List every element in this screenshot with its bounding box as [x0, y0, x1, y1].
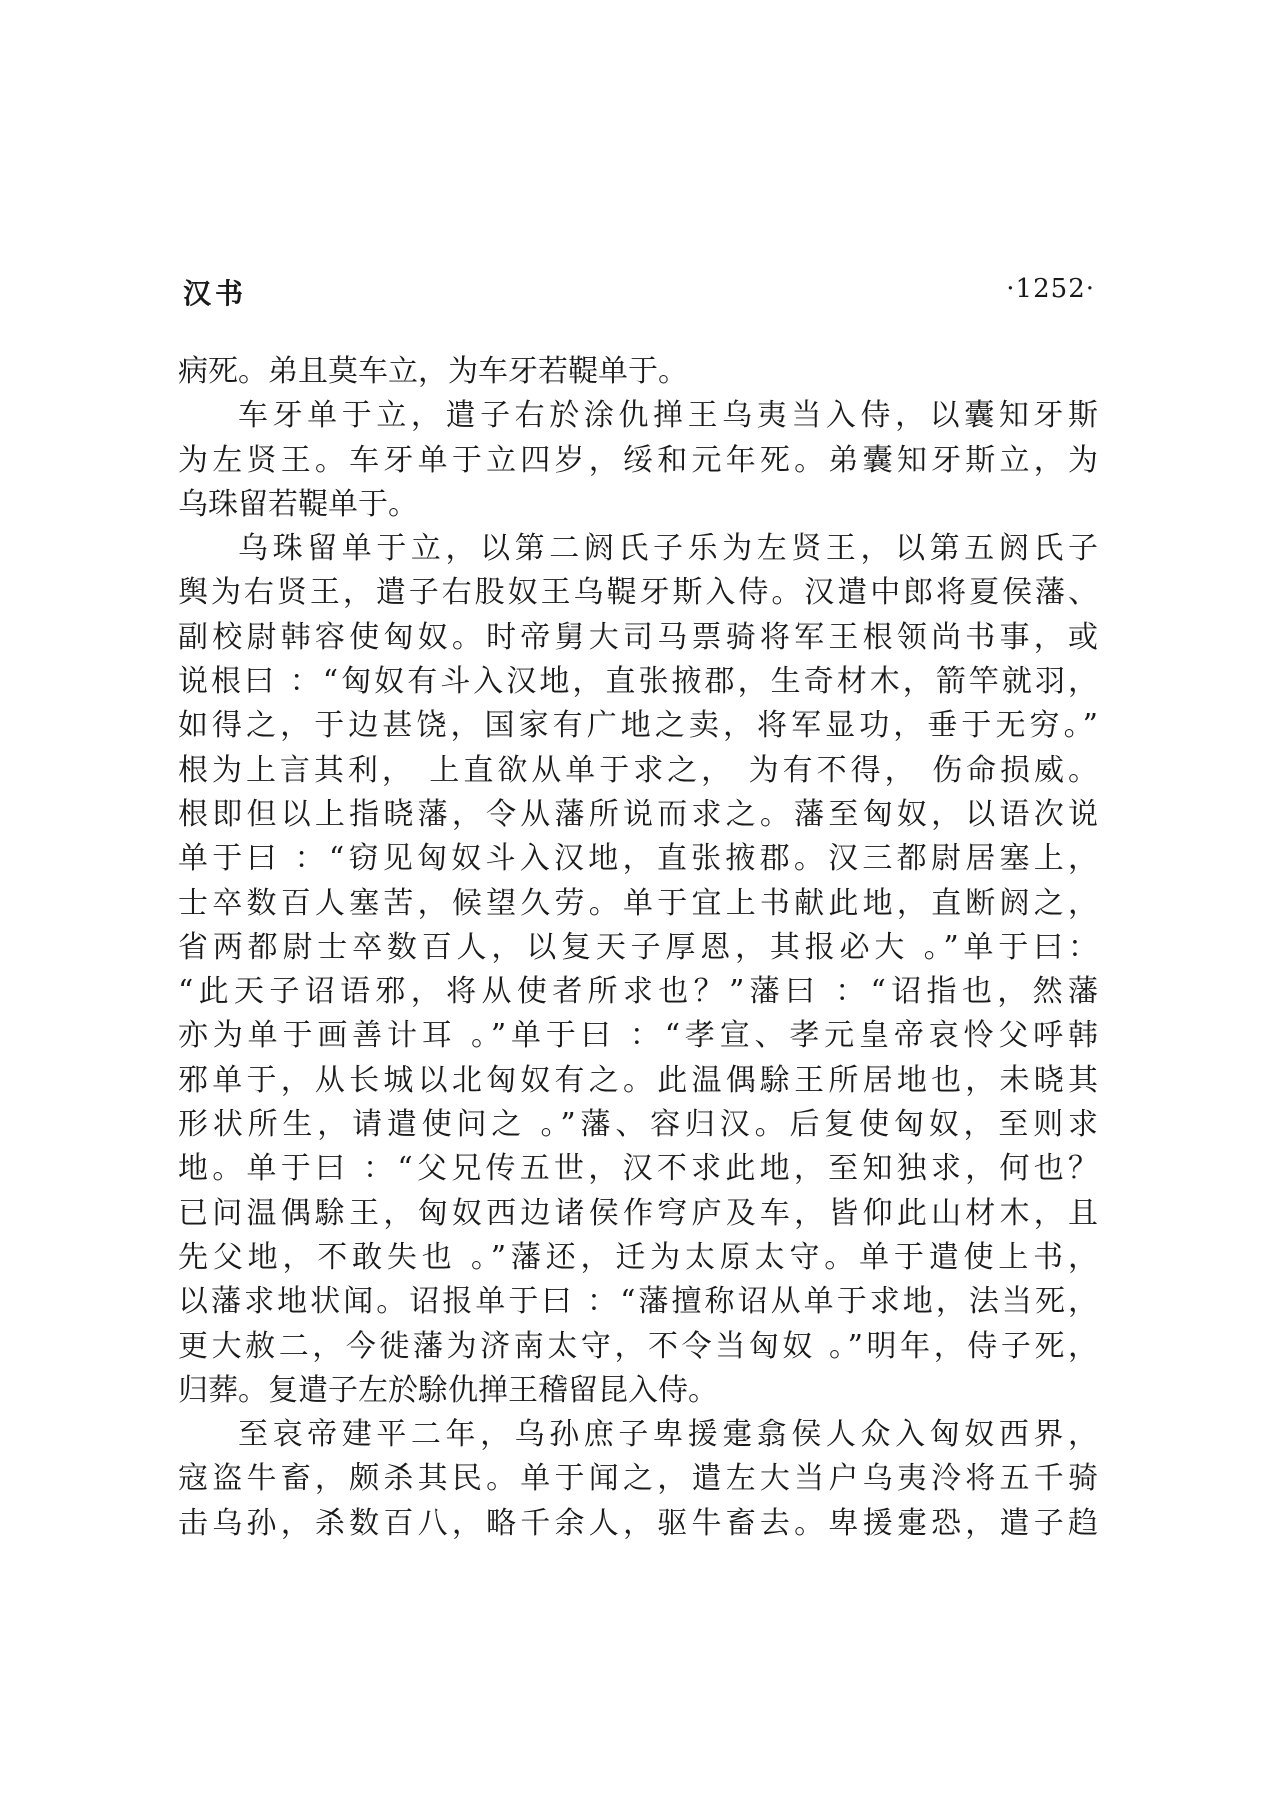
text-line: 为左贤王。车牙单于立四岁，绥和元年死。弟囊知牙斯立，为	[178, 442, 1098, 478]
text-line: 以藩求地状闻。诏报单于曰 ：“藩擅称诏从单于求地，法当死，	[178, 1284, 1098, 1320]
text-line: 省两都尉士卒数百人，以复天子厚恩，其报必大 。”单于曰：	[178, 929, 1098, 965]
text-line: 副校尉韩容使匈奴。时帝舅大司马票骑将军王根领尚书事，或	[178, 619, 1098, 655]
text-line: 寇盗牛畜，颇杀其民。单于闻之，遣左大当户乌夷泠将五千骑	[178, 1461, 1098, 1497]
page-number: ·1252·	[1006, 274, 1095, 304]
text-line: 说根曰 ：“匈奴有斗入汉地，直张掖郡，生奇材木，箭竿就羽，	[178, 664, 1098, 700]
text-line: 士卒数百人塞苦，候望久劳。单于宜上书献此地，直断阏之，	[178, 885, 1098, 921]
text-line: 根即但以上指晓藩，令从藩所说而求之。藩至匈奴，以语次说	[178, 796, 1098, 832]
text-line: 车牙单于立，遣子右於涂仇掸王乌夷当入侍，以囊知牙斯	[238, 398, 1098, 434]
text-line: 病死。弟且莫车立，为车牙若鞮单于。	[178, 354, 688, 389]
text-line: “此天子诏语邪，将从使者所求也？”藩曰 ：“诏指也，然藩	[178, 974, 1098, 1010]
text-line: 击乌孙，杀数百八，略千余人，驱牛畜去。卑援疐恐，遣子趋	[178, 1505, 1098, 1541]
text-line: 乌珠留若鞮单于。	[178, 486, 418, 522]
text-line: 舆为右贤王，遣子右股奴王乌鞮牙斯入侍。汉遣中郎将夏侯藩、	[178, 575, 1098, 611]
text-line: 更大赦二，今徙藩为济南太守，不令当匈奴 。”明年，侍子死，	[178, 1328, 1098, 1364]
text-line: 乌珠留单于立，以第二阏氏子乐为左贤王，以第五阏氏子	[238, 531, 1098, 567]
text-line: 单于曰 ：“窃见匈奴斗入汉地，直张掖郡。汉三都尉居塞上，	[178, 841, 1098, 877]
text-line: 已问温偶駼王，匈奴西边诸侯作穹庐及车，皆仰此山材木，且	[178, 1195, 1098, 1231]
book-title: 汉书	[183, 277, 248, 310]
text-line: 邪单于，从长城以北匈奴有之。此温偶駼王所居地也，未晓其	[178, 1062, 1098, 1098]
text-line: 至哀帝建平二年，乌孙庶子卑援疐翕侯人众入匈奴西界，	[238, 1417, 1098, 1453]
text-line: 形状所生，请遣使问之 。”藩、容归汉。后复使匈奴，至则求	[178, 1107, 1098, 1143]
page-header	[183, 272, 1095, 312]
body-text	[178, 350, 1098, 1546]
text-line: 先父地，不敢失也 。”藩还，迁为太原太守。单于遣使上书，	[178, 1239, 1098, 1275]
text-line: 根为上言其利， 上直欲从单于求之， 为有不得， 伤命损威。	[178, 752, 1098, 788]
text-line: 亦为单于画善计耳 。”单于曰 ：“孝宣、孝元皇帝哀怜父呼韩	[178, 1018, 1098, 1054]
text-line: 归葬。复遣子左於駼仇掸王稽留昆入侍。	[178, 1372, 718, 1408]
text-line: 如得之，于边甚饶，国家有广地之卖，将军显功，垂于无穷。”	[178, 708, 1098, 744]
text-line: 地。单于曰 ：“父兄传五世，汉不求此地，至知独求，何也？	[178, 1151, 1098, 1187]
